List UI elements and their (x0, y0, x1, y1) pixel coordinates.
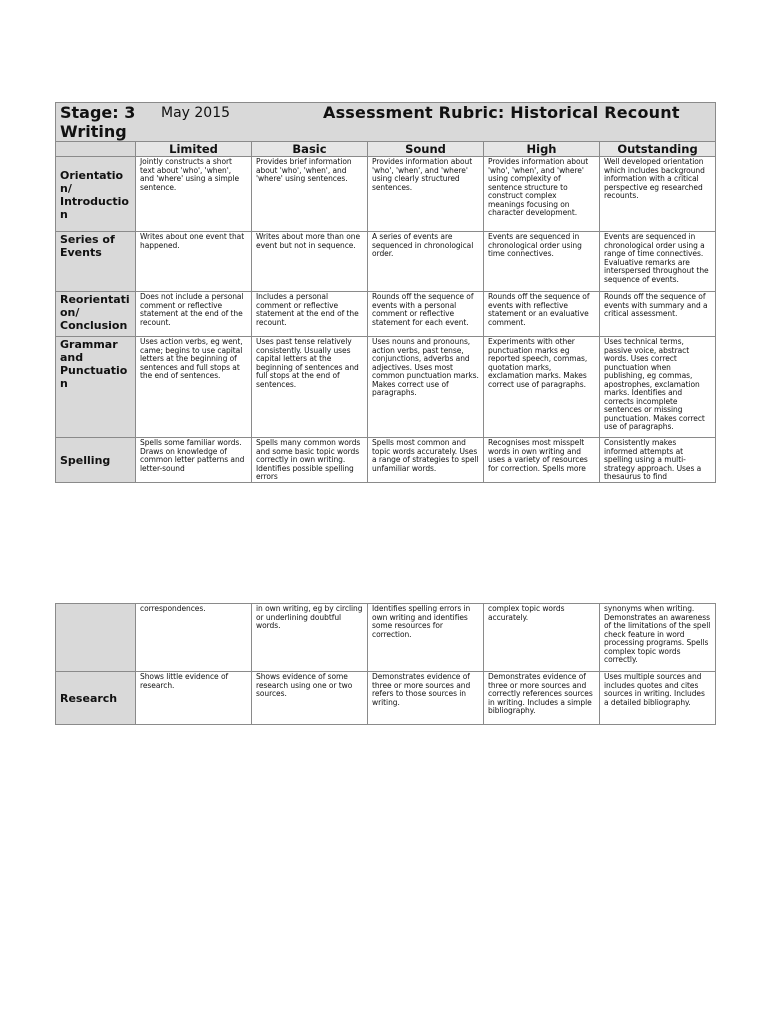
rubric-cell: Rounds off the sequence of events with summary and a critical assessment. (600, 292, 716, 337)
table-row (56, 292, 716, 337)
rubric-cell: Recognises most misspelt words in own writing and uses a variety of resources for correction. Spells more (484, 438, 600, 483)
rubric-cell: Rounds off the sequence of events with a personal comment or reflective statement for each event. (368, 292, 484, 337)
date-label: May 2015 (161, 105, 231, 121)
table-row (56, 232, 716, 292)
table-row (56, 157, 716, 232)
criterion-series-of-events: Series of Events (56, 232, 136, 292)
rubric-cell: Rounds off the sequence of events with reflective statement or an evaluative comment. (484, 292, 600, 337)
level-header-outstanding: Outstanding (600, 142, 716, 157)
subject-label: Writing (60, 122, 127, 141)
table-row (56, 438, 716, 483)
rubric-cell: Does not include a personal comment or reflective statement at the end of the recount. (136, 292, 252, 337)
rubric-cell: Spells most common and topic words accurately. Uses a range of strategies to spell unfamiliar words. (368, 438, 484, 483)
level-header-limited: Limited (136, 142, 252, 157)
criterion-grammar-punctuation: Grammar and Punctuatio n (56, 337, 136, 438)
rubric-cell: Includes a personal comment or reflective statement at the end of the recount. (252, 292, 368, 337)
rubric-cell: Provides information about 'who', 'when', and 'where' using clearly structured sentences. (368, 157, 484, 232)
rubric-cell: Provides information about 'who', 'when', and 'where' using complexity of sentence structure to construct complex meanings focusing on character development. (484, 157, 600, 232)
criterion-reorientation: Reorientati on/ Conclusion (56, 292, 136, 337)
table-row (56, 337, 716, 438)
rubric-cell: Jointly constructs a short text about 'who', 'when', and 'where' using a simple sentence. (136, 157, 252, 232)
rubric-cell: Experiments with other punctuation marks eg reported speech, commas, quotation marks, exclamation marks. Makes correct use of paragraphs. (484, 337, 600, 438)
criterion-orientation: Orientatio n/ Introductio n (56, 157, 136, 232)
rubric-cell: in own writing, eg by circling or underlining doubtful words. (252, 604, 368, 672)
rubric-cell: A series of events are sequenced in chronological order. (368, 232, 484, 292)
rubric-cell: Identifies spelling errors in own writing and identifies some resources for correction. (368, 604, 484, 672)
rubric-cell: Events are sequenced in chronological order using time connectives. (484, 232, 600, 292)
criterion-research: Research (56, 672, 136, 725)
rubric-cell: Events are sequenced in chronological order using a range of time connectives. Evaluative remarks are interspersed throughout the sequence of events. (600, 232, 716, 292)
rubric-cell: Spells some familiar words. Draws on knowledge of common letter patterns and letter-sound (136, 438, 252, 483)
criterion-spelling-continued (56, 604, 136, 672)
rubric-cell: Demonstrates evidence of three or more sources and refers to those sources in writing. (368, 672, 484, 725)
rubric-cell: Spells many common words and some basic topic words correctly in own writing. Identifies possible spelling errors (252, 438, 368, 483)
title-cell (56, 103, 716, 142)
rubric-cell: synonyms when writing. Demonstrates an awareness of the limitations of the spell check feature in word processing programs. Spells complex topic words correctly. (600, 604, 716, 672)
level-header-sound: Sound (368, 142, 484, 157)
rubric-cell: Consistently makes informed attempts at spelling using a multi-strategy approach. Uses a thesaurus to find (600, 438, 716, 483)
rubric-cell: Well developed orientation which includes background information with a critical perspective eg researched recounts. (600, 157, 716, 232)
rubric-cell: Uses technical terms, passive voice, abstract words. Uses correct punctuation when publishing, eg commas, apostrophes, exclamation marks. Identifies and corrects incomplete sentences or missing punctuation. Makes correct use of paragraphs. (600, 337, 716, 438)
level-header-row (56, 142, 716, 157)
table-row (56, 672, 716, 725)
rubric-table (55, 102, 716, 483)
rubric-table-continued (55, 603, 716, 725)
table-row (56, 604, 716, 672)
rubric-title: Assessment Rubric: Historical Recount (323, 103, 680, 122)
rubric-cell: correspondences. (136, 604, 252, 672)
rubric-cell: Shows little evidence of research. (136, 672, 252, 725)
level-header-high: High (484, 142, 600, 157)
level-header-blank (56, 142, 136, 157)
rubric-cell: Provides brief information about 'who', 'when', and 'where' using sentences. (252, 157, 368, 232)
rubric-cell: complex topic words accurately. (484, 604, 600, 672)
rubric-cell: Uses action verbs, eg went, came; begins to use capital letters at the beginning of sentences and full stops at the end of sentences. (136, 337, 252, 438)
rubric-cell: Demonstrates evidence of three or more sources and correctly references sources in writing. Includes a simple bibliography. (484, 672, 600, 725)
rubric-cell: Uses past tense relatively consistently. Usually uses capital letters at the beginning of sentences and full stops at the end of sentences. (252, 337, 368, 438)
rubric-cell: Shows evidence of some research using one or two sources. (252, 672, 368, 725)
criterion-spelling: Spelling (56, 438, 136, 483)
rubric-cell: Writes about more than one event but not in sequence. (252, 232, 368, 292)
level-header-basic: Basic (252, 142, 368, 157)
stage-label: Stage: 3 (60, 103, 136, 122)
title-row (56, 103, 716, 142)
rubric-cell: Uses multiple sources and includes quotes and cites sources in writing. Includes a detailed bibliography. (600, 672, 716, 725)
rubric-cell: Uses nouns and pronouns, action verbs, past tense, conjunctions, adverbs and adjectives. Uses most common punctuation marks. Makes correct use of paragraphs. (368, 337, 484, 438)
rubric-cell: Writes about one event that happened. (136, 232, 252, 292)
